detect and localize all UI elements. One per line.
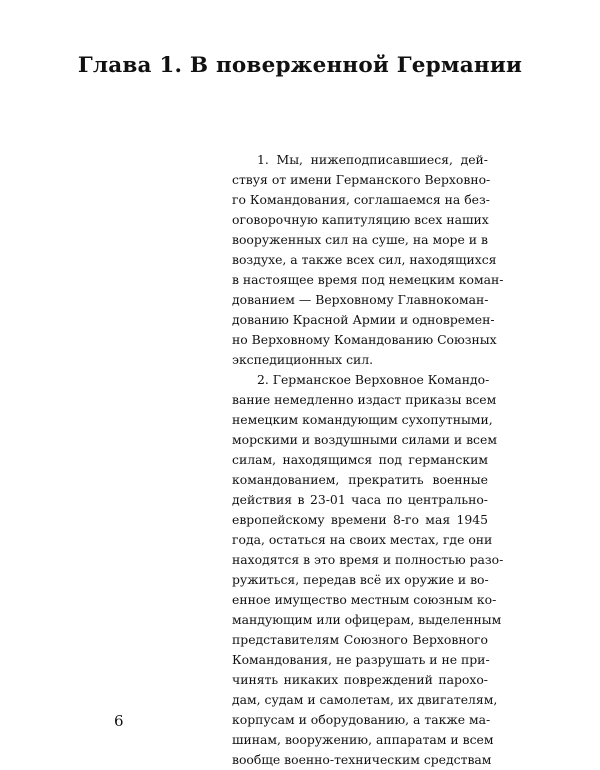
text-line: го Командования, соглашаемся на без-	[232, 192, 490, 207]
text-line: дованию Красной Армии и одновремен-	[232, 312, 495, 327]
text-line: вообще военно-техническим средствам	[232, 752, 492, 767]
body-text	[232, 150, 504, 770]
text-line: вание немедленно издаст приказы всем	[232, 392, 497, 407]
text-line: енное имущество местным союзным ко-	[232, 592, 497, 607]
paragraph-1	[232, 150, 504, 370]
text-line: оговорочную капитуляцию всех наших	[232, 212, 489, 227]
text-line: силам, находящимся под германским	[232, 452, 488, 467]
text-line: дованием — Верховному Главнокоман-	[232, 292, 489, 307]
text-line: представителям Союзного Верховного	[232, 632, 488, 647]
text-line: командованием, прекратить военные	[232, 472, 488, 487]
paragraph-2	[232, 370, 504, 770]
text-line: находятся в это время и полностью разо-	[232, 552, 504, 567]
text-line: в настоящее время под немецким коман-	[232, 272, 504, 287]
text-line: действия в 23-01 часа по центрально-	[232, 492, 488, 507]
text-line: но Верховному Командованию Союзных	[232, 332, 497, 347]
text-line: шинам, вооружению, аппаратам и всем	[232, 732, 494, 747]
text-line: года, остаться на своих местах, где они	[232, 532, 493, 547]
text-line: ружиться, передав всё их оружие и во-	[232, 572, 489, 587]
text-line: чинять никаких повреждений парохо-	[232, 672, 488, 687]
text-line: европейскому времени 8-го мая 1945	[232, 512, 488, 527]
chapter-title: Глава 1. В поверженной Германии	[77, 53, 523, 78]
text-line: 2. Германское Верховное Командо-	[257, 372, 490, 387]
text-line: мандующим или офицерам, выделенным	[232, 612, 502, 627]
text-line: морскими и воздушными силами и всем	[232, 432, 497, 447]
text-line: немецким командующим сухопутными,	[232, 412, 493, 427]
text-line: воздухе, а также всех сил, находящихся	[232, 252, 497, 267]
text-line: корпусам и оборудованию, а также ма-	[232, 712, 491, 727]
text-line: экспедиционных сил.	[232, 352, 374, 367]
page-number: 6	[114, 712, 124, 730]
text-line: дам, судам и самолетам, их двигателям,	[232, 692, 498, 707]
text-line: ствуя от имени Германского Верховно-	[232, 172, 491, 187]
text-line: 1. Мы, нижеподписавшиеся, дей-	[257, 152, 488, 167]
text-line: вооруженных сил на суше, на море и в	[232, 232, 488, 247]
text-line: Командования, не разрушать и не при-	[232, 652, 490, 667]
